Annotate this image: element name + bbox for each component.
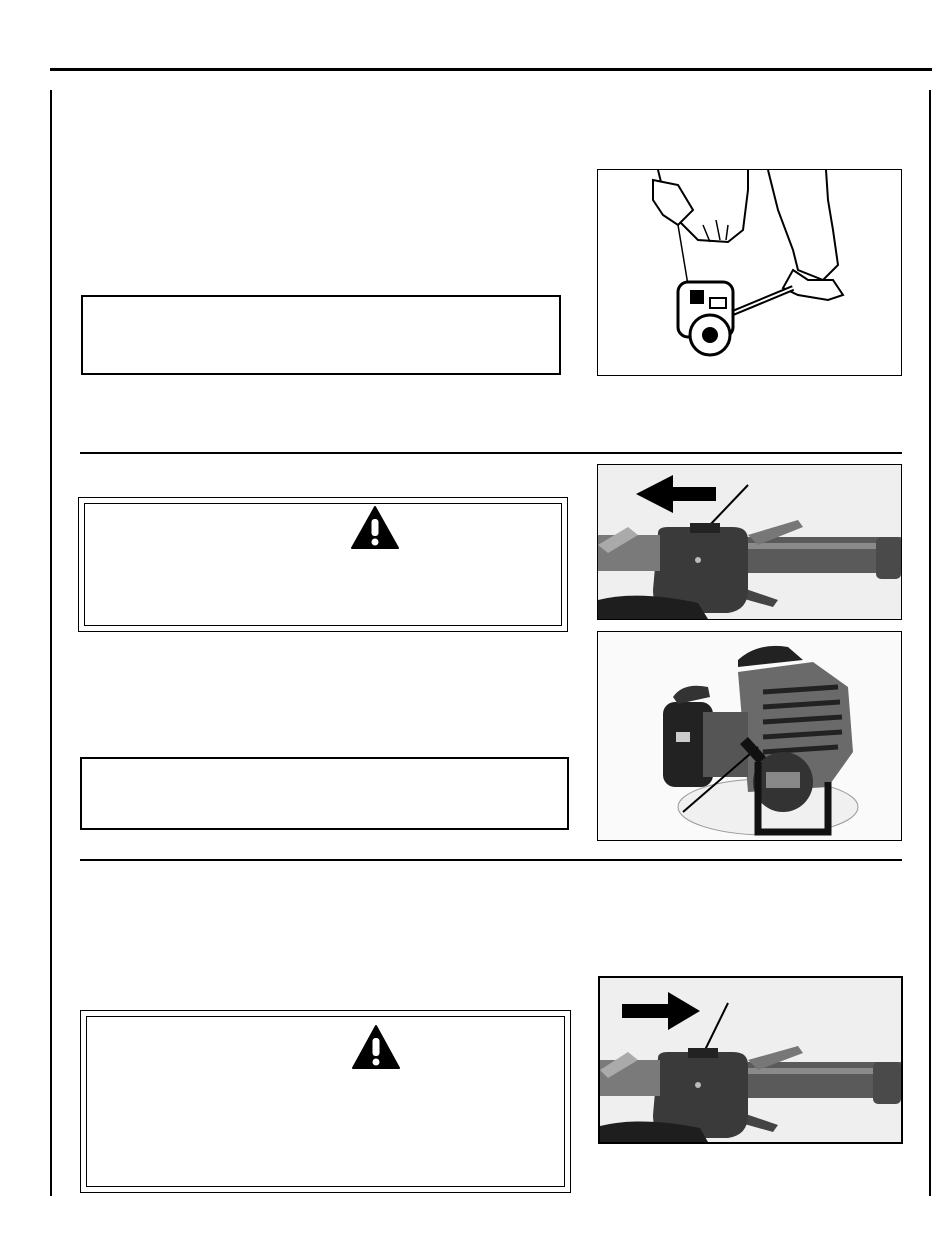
throttle-handle-photo-1 xyxy=(597,464,902,620)
header-rule xyxy=(50,68,932,71)
operator-illustration xyxy=(597,169,902,376)
note-box-2 xyxy=(80,757,569,830)
throttle-handle-photo-2 xyxy=(598,976,903,1144)
engine-choke-photo xyxy=(597,631,902,841)
right-margin-rule xyxy=(929,90,931,1196)
warning-box-1 xyxy=(78,497,568,632)
warning-box-2 xyxy=(80,1010,571,1193)
note-box-1 xyxy=(81,295,561,375)
warning-triangle-icon xyxy=(350,505,400,550)
warning-triangle-icon xyxy=(351,1024,401,1070)
warning-box-1-inner xyxy=(84,503,562,626)
section-separator-2 xyxy=(80,859,902,861)
warning-box-2-inner xyxy=(86,1016,565,1187)
section-separator-1 xyxy=(80,452,902,454)
left-margin-rule xyxy=(50,90,52,1196)
